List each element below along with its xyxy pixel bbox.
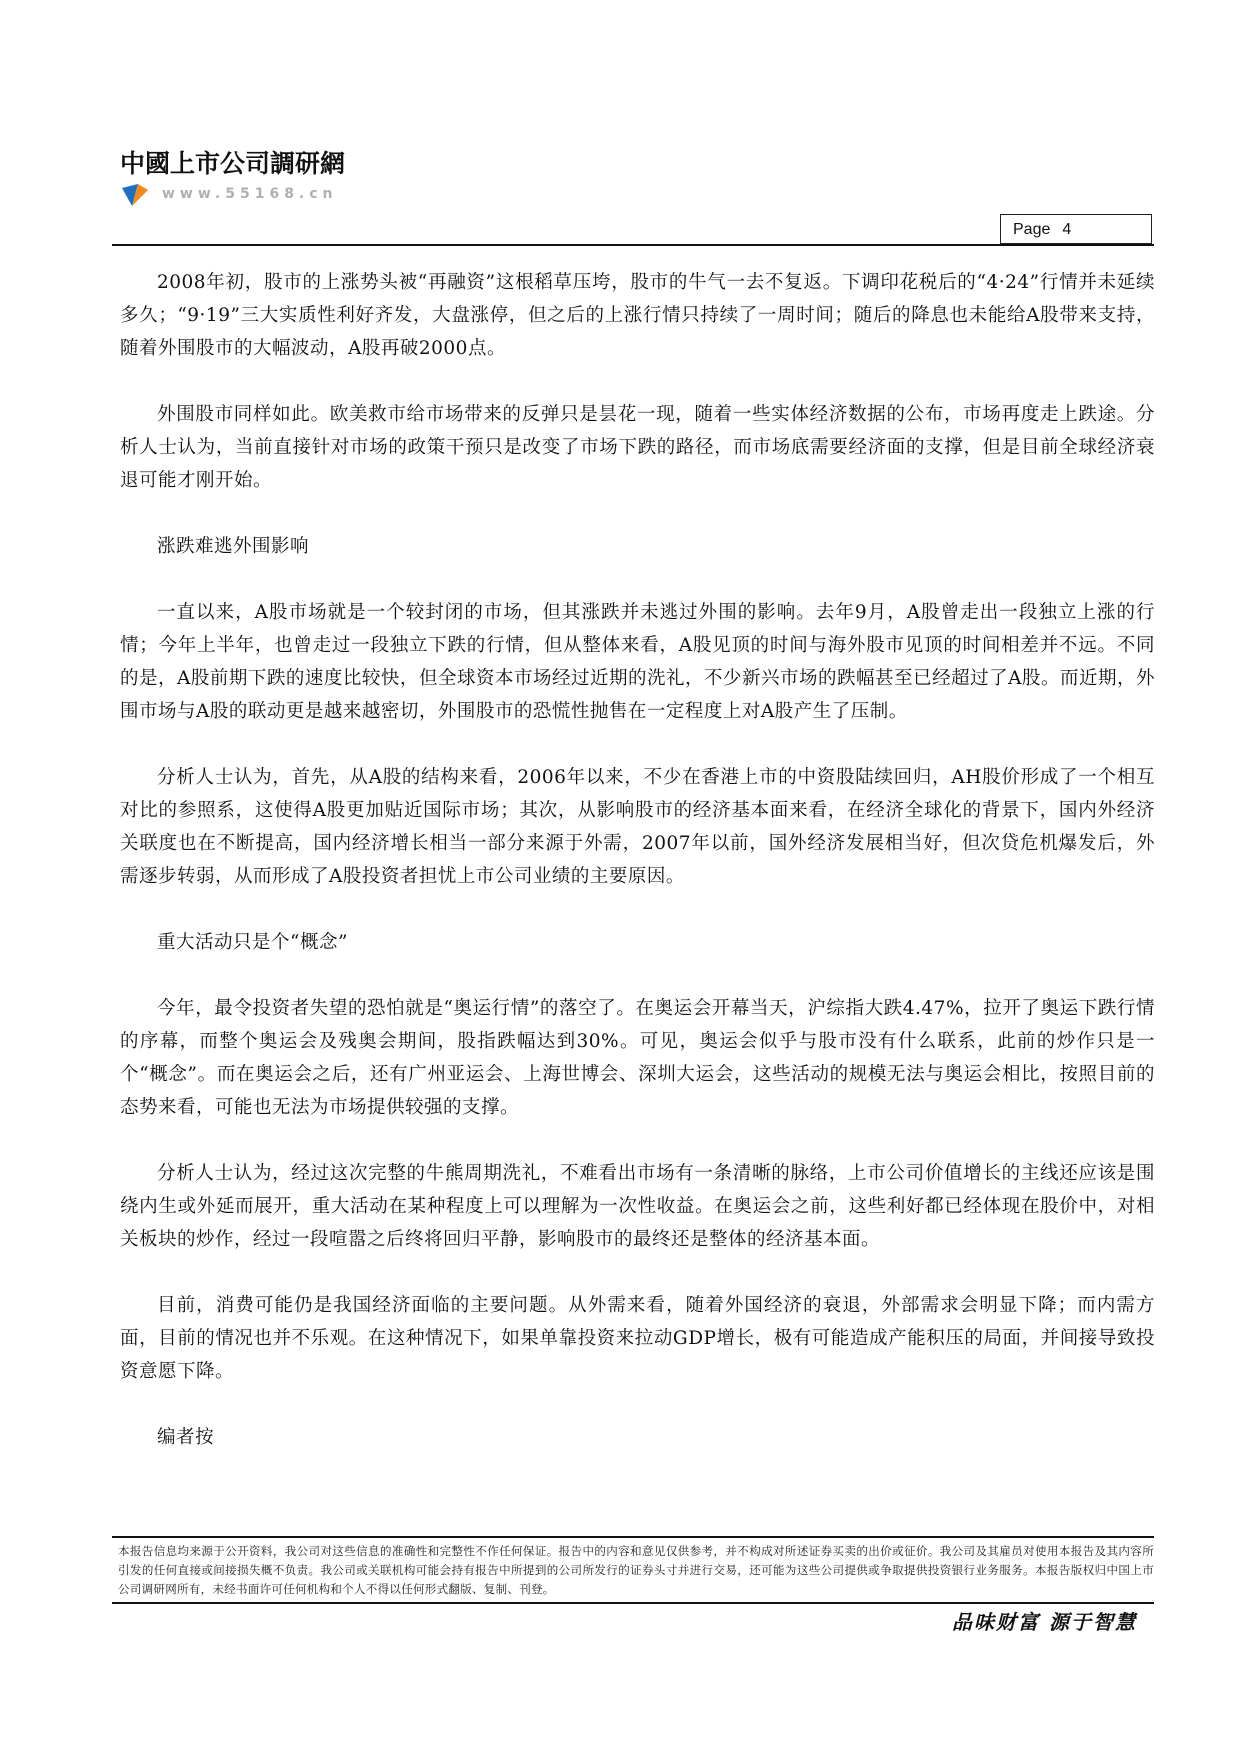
site-logo [120,140,380,220]
logo-title: 中國上市公司調研網 [120,149,346,178]
section-heading: 重大活动只是个“概念” [157,932,348,953]
disclaimer-text: 本报告信息均来源于公开资料，我公司对这些信息的准确性和完整性不作任何保证。报告中的内容和意见仅供参考，并不构成对所述证券买卖的出价或征价。我公司及其雇员对使用本报告及其内容所引发的任何直接或间接损失概不负责。我公司或关联机构可能会持有报告中所提到的公司所发行的证券头寸并进行交易，还可能为这些公司提供或争取提供投资银行业务服务。本报告版权归中国上市公司调研网所有，未经书面许可任何机构和个人不得以任何形式翻版、复制、刊登。 [118,1544,1154,1596]
page-number: 4 [1062,221,1072,238]
section-heading: 编者按 [157,1427,215,1448]
footer-slogan: 品味财富 源于智慧 [952,1610,1137,1634]
paragraph: 目前，消费可能仍是我国经济面临的主要问题。从外需来看，随着外国经济的衰退，外部需求会明显下降；而内需方面，目前的情况也并不乐观。在这种情况下，如果单靠投资来拉动GDP增长，极有可能造成产能积压的局面，并间接导致投资意愿下降。 [120,1295,1155,1382]
footer-divider-top [112,1536,1154,1538]
page-label: Page [1013,221,1051,238]
section-heading: 涨跌难逃外围影响 [157,536,310,557]
footer-divider-bottom [112,1602,1154,1604]
paragraph: 2008年初，股市的上涨势头被“再融资”这根稻草压垮，股市的牛气一去不复返。下调印花税后的“4·24”行情并未延续多久；“9·19”三大实质性利好齐发，大盘涨停，但之后的上涨行情只持续了一周时间；随后的降息也未能给A股带来支持，随着外围股市的大幅波动，A股再破2000点。 [120,272,1155,359]
page-indicator [1000,214,1152,244]
logo-mark-icon [122,184,150,206]
paragraph: 分析人士认为，经过这次完整的牛熊周期洗礼，不难看出市场有一条清晰的脉络，上市公司价值增长的主线还应该是围绕内生或外延而展开，重大活动在某种程度上可以理解为一次性收益。在奥运会之前，这些利好都已经体现在股价中，对相关板块的炒作，经过一段喧嚣之后终将回归平静，影响股市的最终还是整体的经济基本面。 [120,1163,1155,1250]
paragraph: 今年，最令投资者失望的恐怕就是“奥运行情”的落空了。在奥运会开幕当天，沪综指大跌4.47%，拉开了奥运下跌行情的序幕，而整个奥运会及残奥会期间，股指跌幅达到30%。可见，奥运会似乎与股市没有什么联系，此前的炒作只是一个“概念”。而在奥运会之后，还有广州亚运会、上海世博会、深圳大运会，这些活动的规模无法与奥运会相比，按照目前的态势来看，可能也无法为市场提供较强的支撑。 [120,998,1155,1118]
article-body [120,266,1155,1487]
header-divider [112,244,1154,246]
paragraph: 外围股市同样如此。欧美救市给市场带来的反弹只是昙花一现，随着一些实体经济数据的公布，市场再度走上跌途。分析人士认为，当前直接针对市场的政策干预只是改变了市场下跌的路径，而市场底需要经济面的支撑，但是目前全球经济衰退可能才刚开始。 [120,404,1155,491]
logo-url: www.55168.cn [162,186,338,202]
paragraph: 一直以来，A股市场就是一个较封闭的市场，但其涨跌并未逃过外围的影响。去年9月，A股曾走出一段独立上涨的行情；今年上半年，也曾走过一段独立下跌的行情，但从整体来看，A股见顶的时间与海外股市见顶的时间相差并不远。不同的是，A股前期下跌的速度比较快，但全球资本市场经过近期的洗礼，不少新兴市场的跌幅甚至已经超过了A股。而近期，外围市场与A股的联动更是越来越密切，外围股市的恐慌性抛售在一定程度上对A股产生了压制。 [120,602,1155,722]
paragraph: 分析人士认为，首先，从A股的结构来看，2006年以来，不少在香港上市的中资股陆续回归，AH股价形成了一个相互对比的参照系，这使得A股更加贴近国际市场；其次，从影响股市的经济基本面来看，在经济全球化的背景下，国内外经济关联度也在不断提高，国内经济增长相当一部分来源于外需，2007年以前，国外经济发展相当好，但次贷危机爆发后，外需逐步转弱，从而形成了A股投资者担忧上市公司业绩的主要原因。 [120,767,1155,887]
